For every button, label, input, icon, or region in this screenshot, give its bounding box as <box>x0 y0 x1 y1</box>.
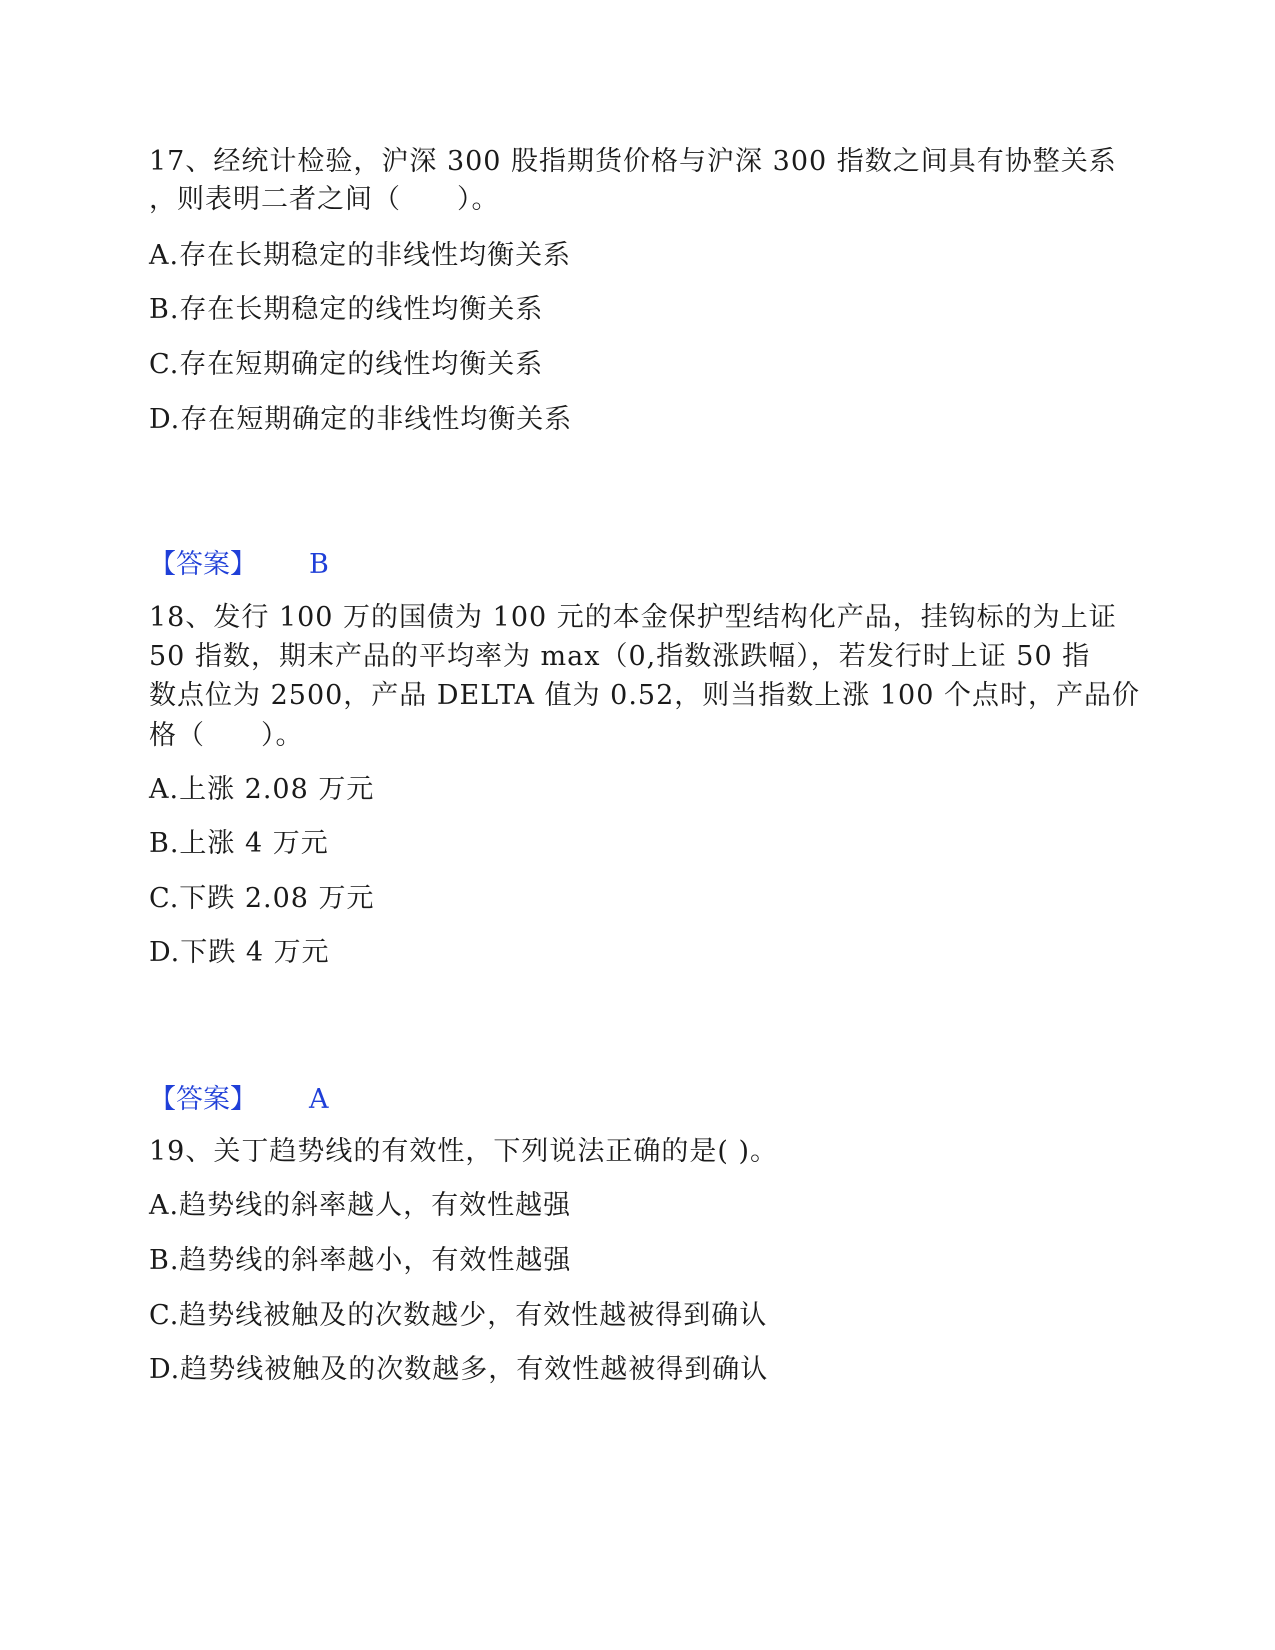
question-17-answer <box>149 545 329 585</box>
question-18-stem-line-3: 数点位为 2500，产品 DELTA 值为 0.52，则当指数上涨 100 个点时，产品价 <box>149 680 1140 711</box>
answer-value: A <box>309 1084 329 1115</box>
question-18-stem-line-1: 18、发行 100 万的国债为 100 元的本金保护型结构化产品，挂钩标的为上证 <box>149 602 1117 633</box>
question-18-answer <box>149 1080 329 1120</box>
question-19-option-d: D.趋势线被触及的次数越多，有效性越被得到确认 <box>149 1354 769 1385</box>
question-18-stem-line-4: 格（ ）。 <box>149 720 304 751</box>
answer-label: 【答案】 <box>149 549 257 580</box>
question-18-option-c: C.下跌 2.08 万元 <box>149 883 375 914</box>
question-19-option-c: C.趋势线被触及的次数越少，有效性越被得到确认 <box>149 1300 768 1331</box>
question-17-stem-line-1: 17、经统计检验，沪深 300 股指期货价格与沪深 300 指数之间具有协整关系 <box>149 146 1117 177</box>
question-19-option-a: A.趋势线的斜率越人，有效性越强 <box>149 1190 572 1221</box>
answer-value: B <box>309 549 329 580</box>
question-17-stem-line-2: ，则表明二者之间（ ）。 <box>149 184 500 215</box>
question-19-option-b: B.趋势线的斜率越小，有效性越强 <box>149 1245 572 1276</box>
question-17-option-d: D.存在短期确定的非线性均衡关系 <box>149 404 573 435</box>
answer-label: 【答案】 <box>149 1084 257 1115</box>
question-18-option-a: A.上涨 2.08 万元 <box>149 774 375 805</box>
question-18-option-b: B.上涨 4 万元 <box>149 828 329 859</box>
question-17-option-a: A.存在长期稳定的非线性均衡关系 <box>149 240 572 271</box>
question-18-option-d: D.下跌 4 万元 <box>149 937 330 968</box>
question-17-option-b: B.存在长期稳定的线性均衡关系 <box>149 294 544 325</box>
question-18-stem-line-2: 50 指数，期末产品的平均率为 max（0,指数涨跌幅），若发行时上证 50 指 <box>149 641 1091 672</box>
question-19-stem-line-1: 19、关丁趋势线的有效性，下列说法正确的是( )。 <box>149 1136 779 1167</box>
question-17-option-c: C.存在短期确定的线性均衡关系 <box>149 349 544 380</box>
